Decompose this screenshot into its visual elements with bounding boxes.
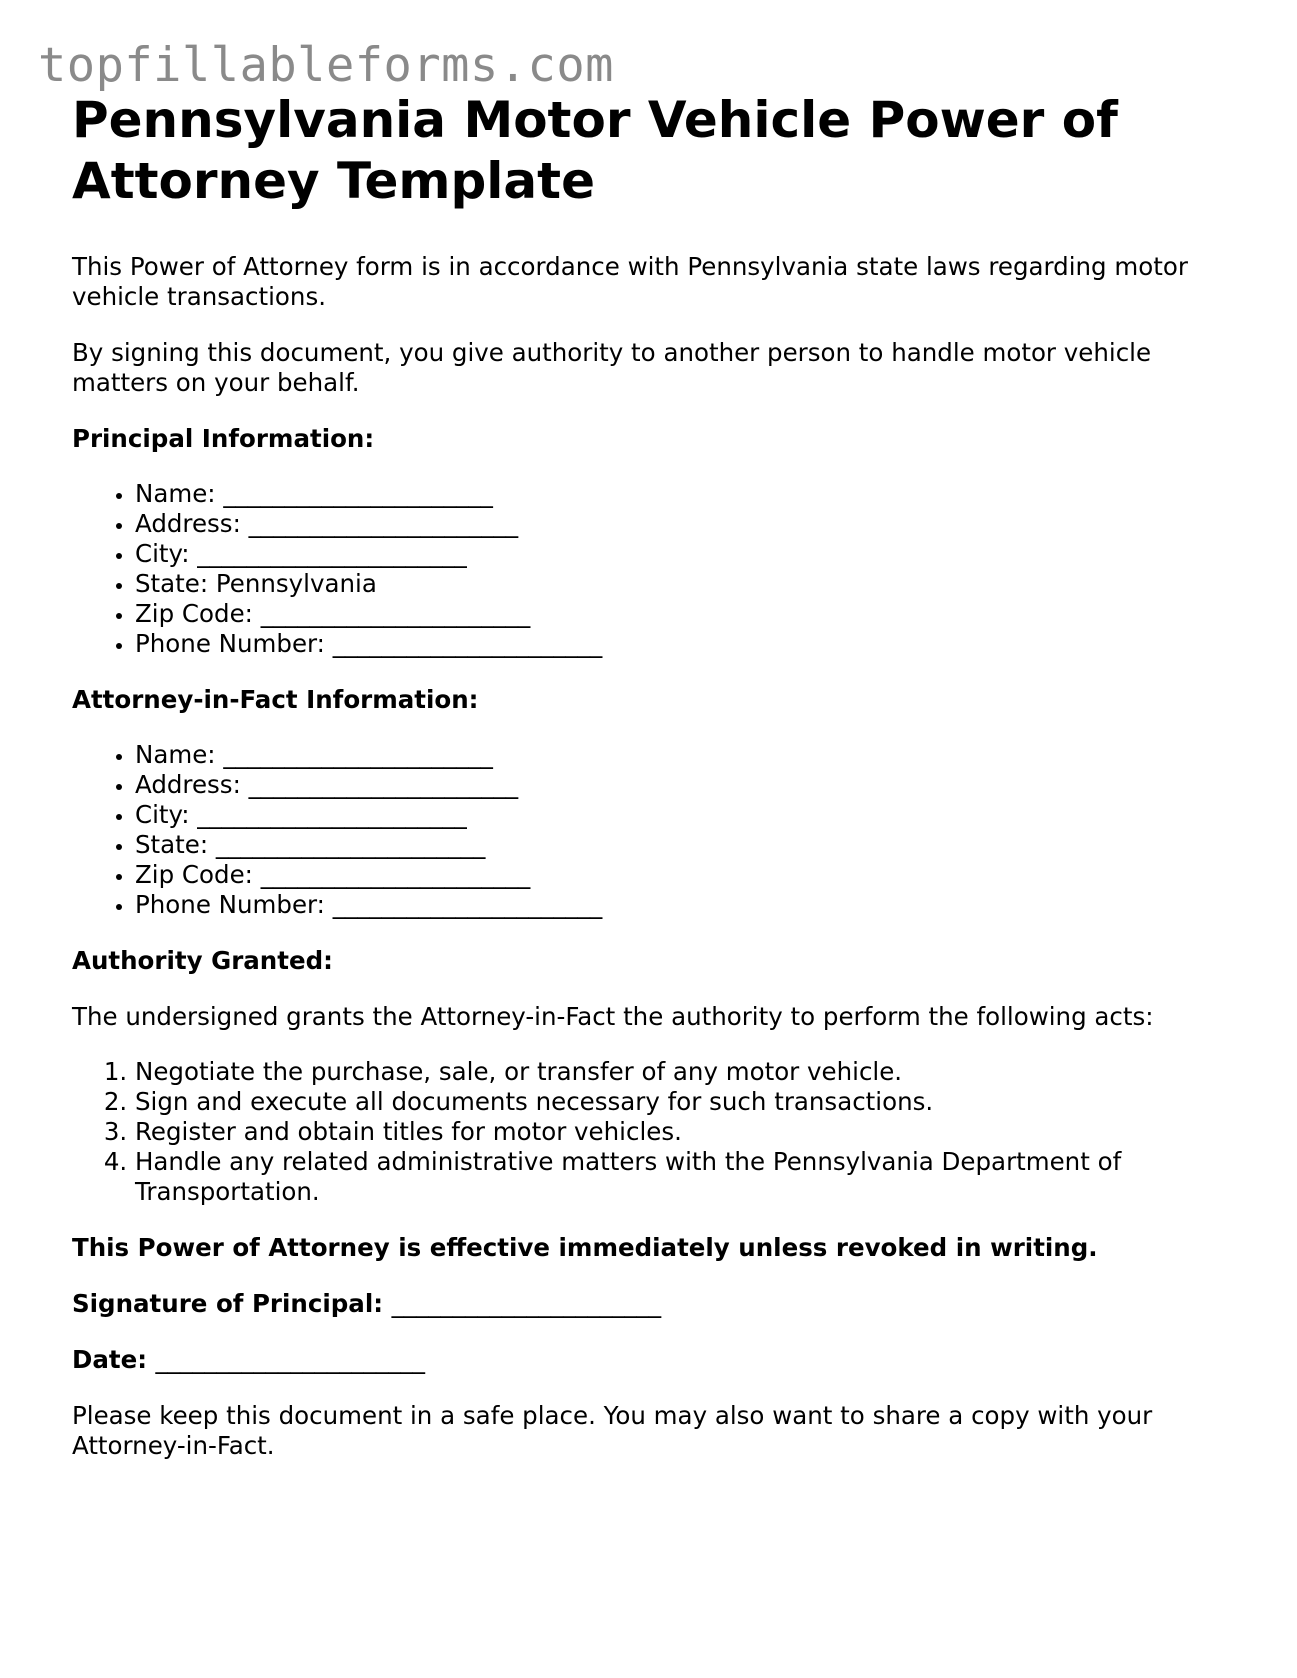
watermark: topfillableforms.com [38, 38, 614, 93]
intro-paragraph-1: This Power of Attorney form is in accordance with Pennsylvania state laws regarding motor vehicle transactions. [72, 252, 1188, 311]
principal-zip-field: • Zip Code: ______________________ [135, 599, 1232, 629]
principal-phone-field: • Phone Number: ______________________ [135, 629, 1232, 659]
principal-heading: Principal Information: [72, 424, 375, 453]
date-label: Date: [72, 1345, 147, 1374]
attorney-heading: Attorney-in-Fact Information: [72, 685, 479, 714]
principal-city-field: • City: ______________________ [135, 539, 1232, 569]
page-title: Pennsylvania Motor Vehicle Power of Attorney Template [72, 91, 1118, 210]
date-blank: ______________________ [155, 1345, 426, 1374]
document-body [72, 90, 1232, 1461]
effective-statement: This Power of Attorney is effective immediately unless revoked in writing. [72, 1233, 1098, 1262]
signature-label: Signature of Principal: [72, 1289, 384, 1318]
authority-heading: Authority Granted: [72, 946, 333, 975]
signature-blank: ______________________ [391, 1289, 662, 1318]
attorney-city-field: • City: ______________________ [135, 800, 1232, 830]
authority-act: 4. Handle any related administrative matters with the Pennsylvania Department of Transportation. [135, 1147, 1232, 1207]
closing-paragraph: Please keep this document in a safe place. You may also want to share a copy with your Attorney-in-Fact. [72, 1401, 1153, 1460]
authority-acts-list [72, 1057, 1232, 1207]
authority-text: The undersigned grants the Attorney-in-Fact the authority to perform the following acts: [72, 1002, 1154, 1031]
authority-act: 2. Sign and execute all documents necessary for such transactions. [135, 1087, 1232, 1117]
authority-act: 3. Register and obtain titles for motor vehicles. [135, 1117, 1232, 1147]
date-line [72, 1345, 1232, 1375]
attorney-zip-field: • Zip Code: ______________________ [135, 860, 1232, 890]
authority-act: 1. Negotiate the purchase, sale, or transfer of any motor vehicle. [135, 1057, 1232, 1087]
principal-fields-list [72, 479, 1232, 659]
principal-name-field: • Name: ______________________ [135, 479, 1232, 509]
attorney-fields-list [72, 740, 1232, 920]
attorney-address-field: • Address: ______________________ [135, 770, 1232, 800]
attorney-name-field: • Name: ______________________ [135, 740, 1232, 770]
principal-address-field: • Address: ______________________ [135, 509, 1232, 539]
attorney-state-field: • State: ______________________ [135, 830, 1232, 860]
attorney-phone-field: • Phone Number: ______________________ [135, 890, 1232, 920]
principal-state-field: • State: Pennsylvania [135, 569, 1232, 599]
intro-paragraph-2: By signing this document, you give authority to another person to handle motor vehicle matters on your behalf. [72, 338, 1152, 397]
signature-line [72, 1289, 1232, 1319]
